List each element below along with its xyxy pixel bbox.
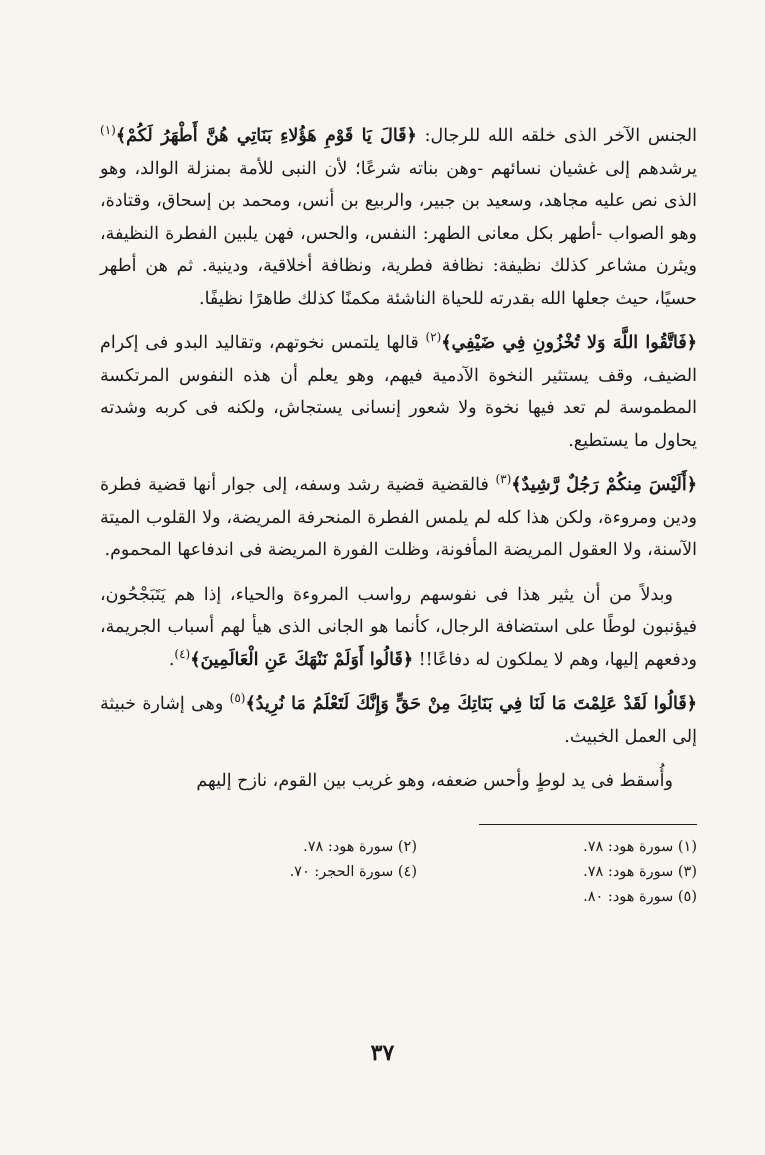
paragraph xyxy=(100,327,697,457)
quran-verse: ﴿قَالَ يَا قَوْمِ هَؤُلاءِ بَنَاتِي هُنَّ أَطْهَرُ لَكُمْ﴾ xyxy=(115,126,417,146)
body-span: وبدلاً من أن يثير هذا فى نفوسهم رواسب المروءة والحياء، إذا هم يَتَبَجْحُون، فيؤنبون لوطًا على استضافة الرجال، كأنما هو الجانى الذى هيأ لهم أسباب الجريمة، ودفعهم إليها، وهم لا يملكون له دفاعًا!! xyxy=(100,584,697,670)
footnote-row xyxy=(100,835,697,860)
paragraph xyxy=(100,765,697,798)
quran-verse: ﴿فَاتَّقُوا اللَّهَ وَلا تُخْزُونِ فِي ضَيْفِي﴾ xyxy=(441,333,697,353)
body-span: الجنس الآخر الذى خلقه الله للرجال: xyxy=(416,126,697,146)
footnote xyxy=(137,885,417,910)
footnotes xyxy=(100,835,697,910)
paragraph xyxy=(100,120,697,315)
footnote-separator xyxy=(479,824,697,825)
footnote-ref: (٣) xyxy=(495,472,512,487)
quran-verse: ﴿قَالُوا لَقَدْ عَلِمْتَ مَا لَنَا فِي بَنَاتِكَ مِنْ حَقٍّ وَإِنَّكَ لَتَعْلَمُ مَا نُرِيدُ﴾ xyxy=(245,694,697,714)
footnote: (٣) سورة هود: ٧٨. xyxy=(583,863,697,880)
paragraph xyxy=(100,469,697,567)
page-number: ٣٧ xyxy=(370,1040,395,1066)
body-span: فالقضية قضية رشد وسفه، إلى جوار أنها قضية فطرة ودين ومروءة، ولكن هذا كله لم يلمس الفطرة المنحرفة المريضة، ولا القلوب الميتة الآسنة، ولا العقول المريضة المأفونة، وظلت الفورة المريضة فى اندفاعها المحموم. xyxy=(100,475,697,560)
body-span: يرشدهم إلى غشيان نسائهم -وهن بناته شرعًا؛ لأن النبى للأمة بمنزلة الوالد، وهو الذى نص عليه مجاهد، وسعيد بن جبير، والربيع بن أنس، ومحمد بن إسحاق، وقتادة، وهو الصواب -أطهر بكل معانى الطهر: النفس، والحس، فهن يلبين الفطرة النظيفة، ويثرن مشاعر كذلك نظيفة: نظافة فطرية، ونظافة أخلاقية، ودينية. ثم هن أطهر حسيًا، حيث جعلها الله بقدرته للحياة الناشئة مكمنًا كذلك طاهرًا نظيفًا. xyxy=(100,158,697,309)
footnote-ref: (٥) xyxy=(229,691,246,706)
body-span: وهى إشارة خبيثة إلى العمل الخبيث. xyxy=(100,694,697,747)
quran-verse: ﴿أَلَيْسَ مِنكُمْ رَجُلٌ رَّشِيدٌ﴾ xyxy=(511,475,698,495)
body-span: قالها يلتمس نخوتهم، وتقاليد البدو فى إكرام الضيف، وقف يستثير النخوة الآدمية فيهم، وهو يعلم أن هذه النفوس المرتكسة المطموسة لم تعد فيها نخوة ولا شعور إنسانى يستجاش، ولكنه فى كربه وشدته يحاول ما يستطيع. xyxy=(100,333,697,451)
footnote-ref: (١) xyxy=(100,123,116,138)
footnote-ref: (٢) xyxy=(425,330,442,345)
footnote-ref: (٤) xyxy=(174,646,191,661)
paragraph xyxy=(100,579,697,677)
main-text xyxy=(100,120,697,798)
footnote: (٤) سورة الحجر: ٧٠. xyxy=(289,863,417,880)
footnote: (٢) سورة هود: ٧٨. xyxy=(303,838,417,855)
footnote: (٥) سورة هود: ٨٠. xyxy=(583,888,697,905)
body-span: . xyxy=(168,649,175,670)
paragraph xyxy=(100,688,697,753)
footnote: (١) سورة هود: ٧٨. xyxy=(583,838,697,855)
footnote-row xyxy=(100,860,697,885)
quran-verse: ﴿قَالُوا أَوَلَمْ نَنْهَكَ عَنِ الْعَالَمِينَ﴾ xyxy=(190,649,414,670)
body-span: وأُسقط فى يد لوطٍ وأحس ضعفه، وهو غريب بين القوم، نازح إليهم xyxy=(196,771,673,791)
footnote-row xyxy=(100,885,697,910)
